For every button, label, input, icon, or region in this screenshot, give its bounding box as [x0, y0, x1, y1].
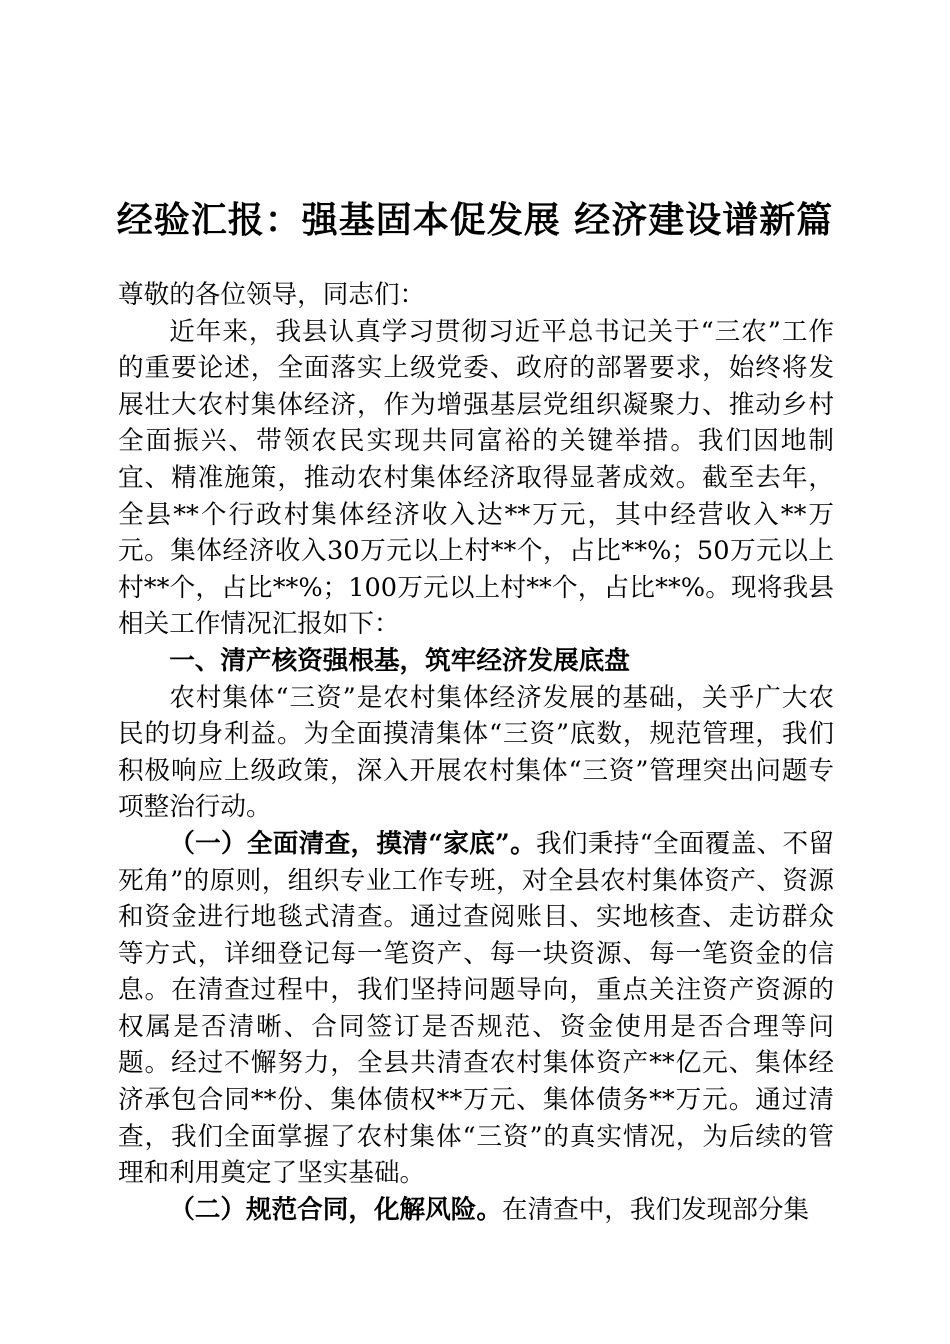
- intro-paragraph: 近年来，我县认真学习贯彻习近平总书记关于“三农”工作的重要论述，全面落实上级党委、政府的部署要求，始终将发展壮大农村集体经济，作为增强基层党组织凝聚力、推动乡村全面振兴、带领农民实现共同富裕的关键举措。我们因地制宜、精准施策，推动农村集体经济取得显著成效。截至去年，全县**个行政村集体经济收入达**万元，其中经营收入**万元。集体经济收入30万元以上村**个，占比**%；50万元以上村**个，占比**%；100万元以上村**个，占比**%。现将我县相关工作情况汇报如下：: [118, 316, 834, 640]
- subsection-lead: （二）规范合同，化解风险。: [169, 1194, 502, 1225]
- section-heading: 一、清产核资强根基，筑牢经济发展底盘: [169, 645, 630, 676]
- section-intro-paragraph: 农村集体“三资”是农村集体经济发展的基础，关乎广大农民的切身利益。为全面摸清集体“三资”底数，规范管理，我们积极响应上级政策，深入开展农村集体“三资”管理突出问题专项整治行动。: [118, 682, 834, 823]
- subsection-lead: （一）全面清查，摸清“家底”。: [169, 828, 536, 859]
- document-body: [118, 277, 834, 1228]
- subsection-text: 在清查中，我们发现部分集: [501, 1194, 810, 1225]
- subsection-paragraph: [118, 826, 834, 1192]
- document-title: 经验汇报：强基固本促发展 经济建设谱新篇: [116, 199, 834, 241]
- subsection-paragraph: [118, 1192, 834, 1229]
- salutation: 尊敬的各位领导，同志们：: [118, 280, 426, 310]
- subsection-text: 我们秉持“全面覆盖、不留死角”的原则，组织专业工作专班，对全县农村集体资产、资源和资金进行地毯式清查。通过查阅账目、实地核查、走访群众等方式，详细登记每一笔资产、每一块资源、每一笔资金的信息。在清查过程中，我们坚持问题导向，重点关注资产资源的权属是否清晰、合同签订是否规范、资金使用是否合理等问题。经过不懈努力，全县共清查农村集体资产**亿元、集体经济承包合同**份、集体债权**万元、集体债务**万元。通过清查，我们全面掌握了农村集体“三资”的真实情况，为后续的管理和利用奠定了坚实基础。: [118, 828, 834, 1189]
